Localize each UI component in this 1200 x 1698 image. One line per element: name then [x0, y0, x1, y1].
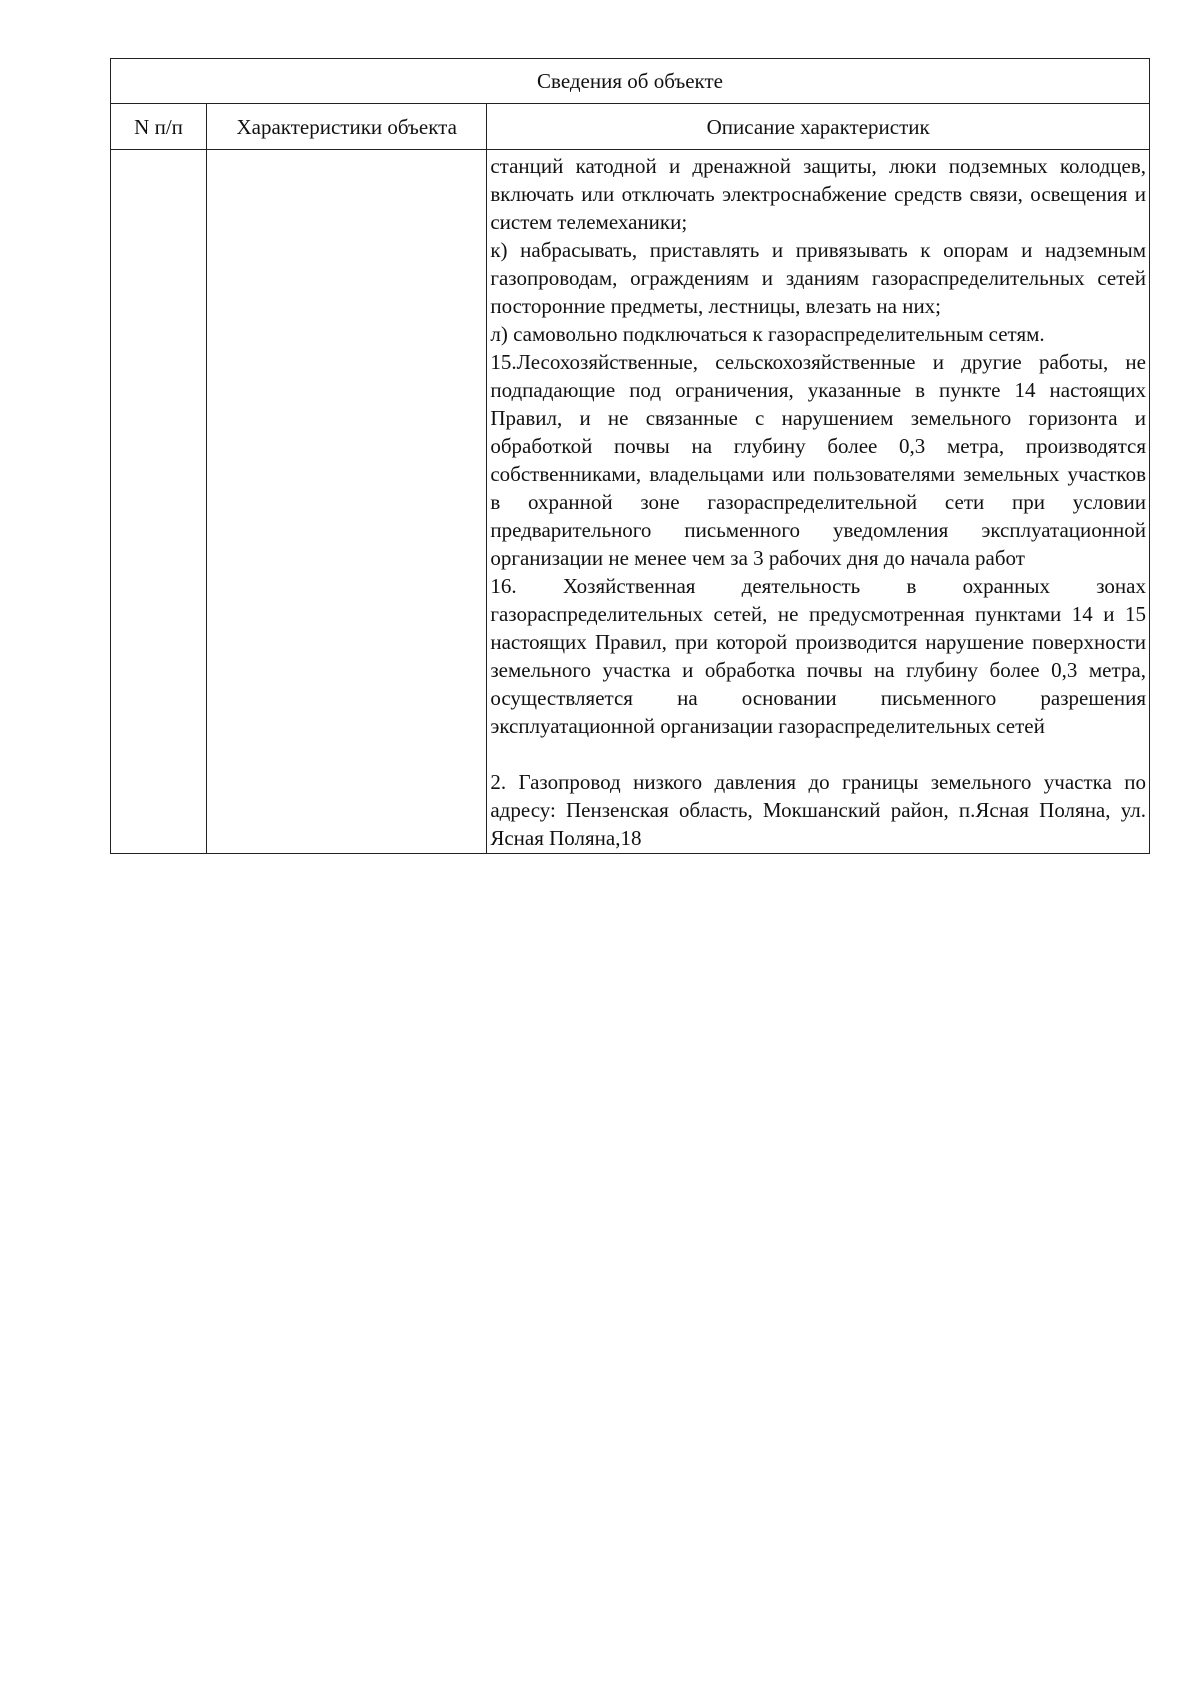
description-paragraph: к) набрасывать, приставлять и привязывать к опорам и надземным газопроводам, ограждениям и зданиям газораспределительных сетей посторонние предметы, лестницы, влезать на них;: [490, 238, 1146, 318]
cell-description: [487, 150, 1150, 854]
table-header-row: [111, 104, 1150, 150]
table-row: [111, 150, 1150, 854]
cell-number: [111, 150, 207, 854]
cell-characteristics: [207, 150, 487, 854]
table-title-row: [111, 59, 1150, 104]
description-paragraph: 2. Газопровод низкого давления до границы земельного участка по адресу: Пензенская область, Мокшанский район, п.Ясная Поляна, ул. Ясная Поляна,18: [490, 770, 1146, 850]
header-number: N п/п: [111, 104, 207, 150]
description-paragraph: 15.Лесохозяйственные, сельскохозяйственные и другие работы, не подпадающие под ограничения, указанные в пункте 14 настоящих Правил, и не связанные с нарушением земельного горизонта и обработкой почвы на глубину более 0,3 метра, производятся собственниками, владельцами или пользователями земельных участков в охранной зоне газораспределительной сети при условии предварительного письменного уведомления эксплуатационной организации не менее чем за 3 рабочих дня до начала работ: [490, 350, 1146, 570]
header-characteristics: Характеристики объекта: [207, 104, 487, 150]
object-info-table: [110, 58, 1150, 854]
paragraph-spacer: [490, 740, 1146, 768]
header-description: Описание характеристик: [487, 104, 1150, 150]
table-title: Сведения об объекте: [111, 59, 1150, 104]
description-paragraph: л) самовольно подключаться к газораспределительным сетям.: [490, 322, 1045, 346]
description-text: [487, 150, 1149, 853]
description-paragraph: станций катодной и дренажной защиты, люки подземных колодцев, включать или отключать электроснабжение средств связи, освещения и систем телемеханики;: [490, 154, 1146, 234]
description-paragraph: 16. Хозяйственная деятельность в охранных зонах газораспределительных сетей, не предусмотренная пунктами 14 и 15 настоящих Правил, при которой производится нарушение поверхности земельного участка и обработка почвы на глубину более 0,3 метра, осуществляется на основании письменного разрешения эксплуатационной организации газораспределительных сетей: [490, 574, 1146, 738]
